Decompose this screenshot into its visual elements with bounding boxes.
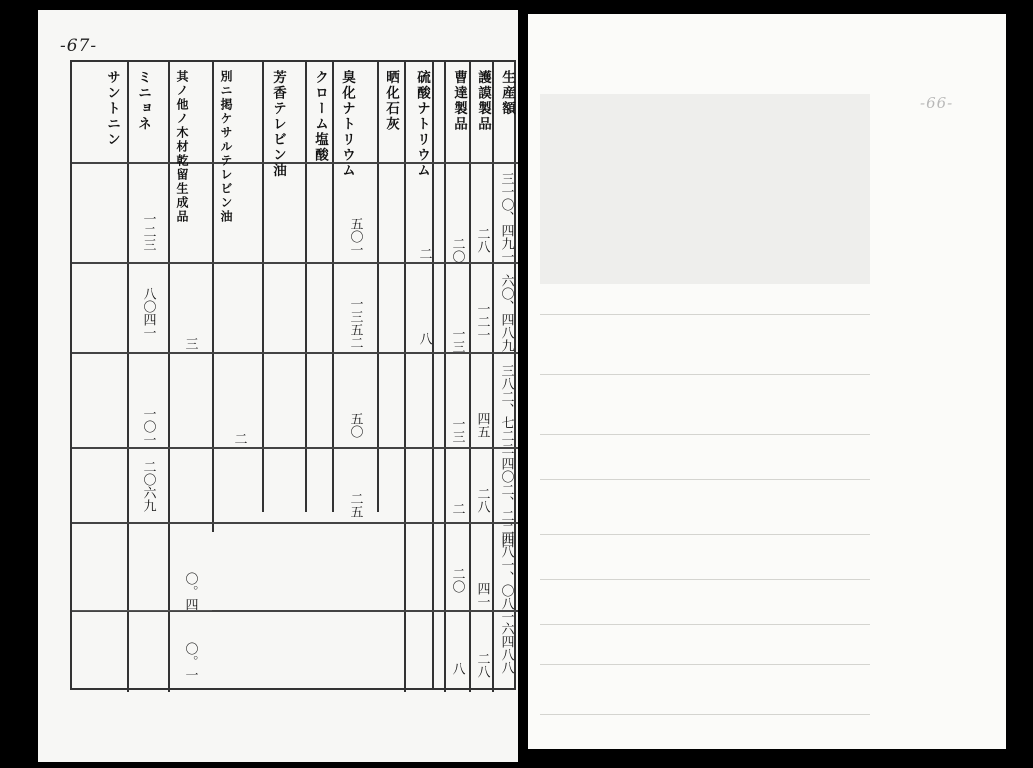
table-cell: 五〇	[347, 412, 363, 438]
table-cell: 二	[231, 432, 247, 445]
row-label: 芳香テレビン油	[270, 70, 286, 179]
pencil-mark	[72, 610, 212, 611]
left-page	[38, 10, 518, 762]
row-label: ミニョネ	[135, 70, 151, 132]
header-label: 生産額	[499, 70, 515, 117]
table-cell: 三	[182, 337, 198, 350]
col-divider	[469, 62, 471, 692]
table-cell: 八	[416, 332, 432, 345]
col-divider	[332, 62, 334, 512]
page-number-right: -66-	[920, 94, 954, 112]
column-header: 三八二、七二二	[498, 364, 514, 455]
table-cell: 二	[449, 502, 465, 515]
row-label: 曹達製品	[451, 70, 467, 132]
table-cell: 一二一	[474, 302, 490, 341]
table-cell: 二〇	[449, 567, 465, 593]
col-divider	[377, 62, 379, 512]
table-cell: 二八	[474, 487, 490, 513]
col-divider	[212, 62, 214, 532]
column-header: 四〇二、二二四	[498, 457, 514, 548]
row-divider	[72, 162, 518, 164]
col-divider	[432, 62, 434, 688]
row-label: 別ニ掲ケサルテレビン油	[219, 70, 233, 224]
table-cell: 四一	[474, 582, 490, 608]
table-cell: 二〇六九	[140, 460, 156, 512]
right-page	[528, 14, 1006, 749]
table-cell: 一〇一	[140, 407, 156, 446]
data-table	[70, 60, 516, 690]
column-header: 四八一、〇八一	[498, 532, 514, 623]
col-divider	[404, 62, 406, 692]
col-divider	[168, 62, 170, 692]
col-divider	[127, 62, 129, 692]
row-label: 護謨製品	[475, 70, 491, 132]
row-label: 其ノ他ノ木材乾留生成品	[175, 70, 189, 224]
table-cell: 五〇一	[347, 217, 363, 256]
table-cell: 一三	[449, 327, 465, 353]
col-divider	[492, 62, 494, 692]
column-header: 六四八八	[498, 622, 514, 674]
row-label: クローム塩酸	[312, 70, 328, 163]
col-divider	[262, 62, 264, 512]
table-cell: 八	[449, 662, 465, 675]
row-label: 晒化石灰	[383, 70, 399, 132]
page-number-left: -67-	[60, 36, 98, 56]
row-divider	[72, 447, 518, 449]
table-cell: 二八	[474, 652, 490, 678]
col-divider	[444, 62, 446, 692]
table-cell: 二八	[474, 227, 490, 253]
table-cell: 二五	[347, 492, 363, 518]
row-divider	[72, 522, 518, 524]
table-cell: 〇。一	[182, 642, 198, 681]
table-cell: 一三五二	[347, 297, 363, 349]
table-cell: 四五	[474, 412, 490, 438]
table-cell: 一二三	[140, 212, 156, 251]
table-cell: 一三	[449, 417, 465, 443]
table-cell: 〇。四	[182, 572, 198, 611]
column-header: 六〇、四八九	[498, 274, 514, 352]
table-cell: 二〇	[449, 237, 465, 263]
table-cell: 八〇四一	[140, 287, 156, 339]
ghost-table	[540, 94, 870, 284]
column-header: 三一〇、四九一	[498, 172, 514, 263]
table-cell: 二	[416, 247, 432, 260]
col-divider	[305, 62, 307, 512]
row-label: 臭化ナトリウム	[339, 70, 355, 179]
row-label: サントニン	[104, 70, 120, 148]
row-label: 硫酸ナトリウム	[414, 70, 430, 179]
